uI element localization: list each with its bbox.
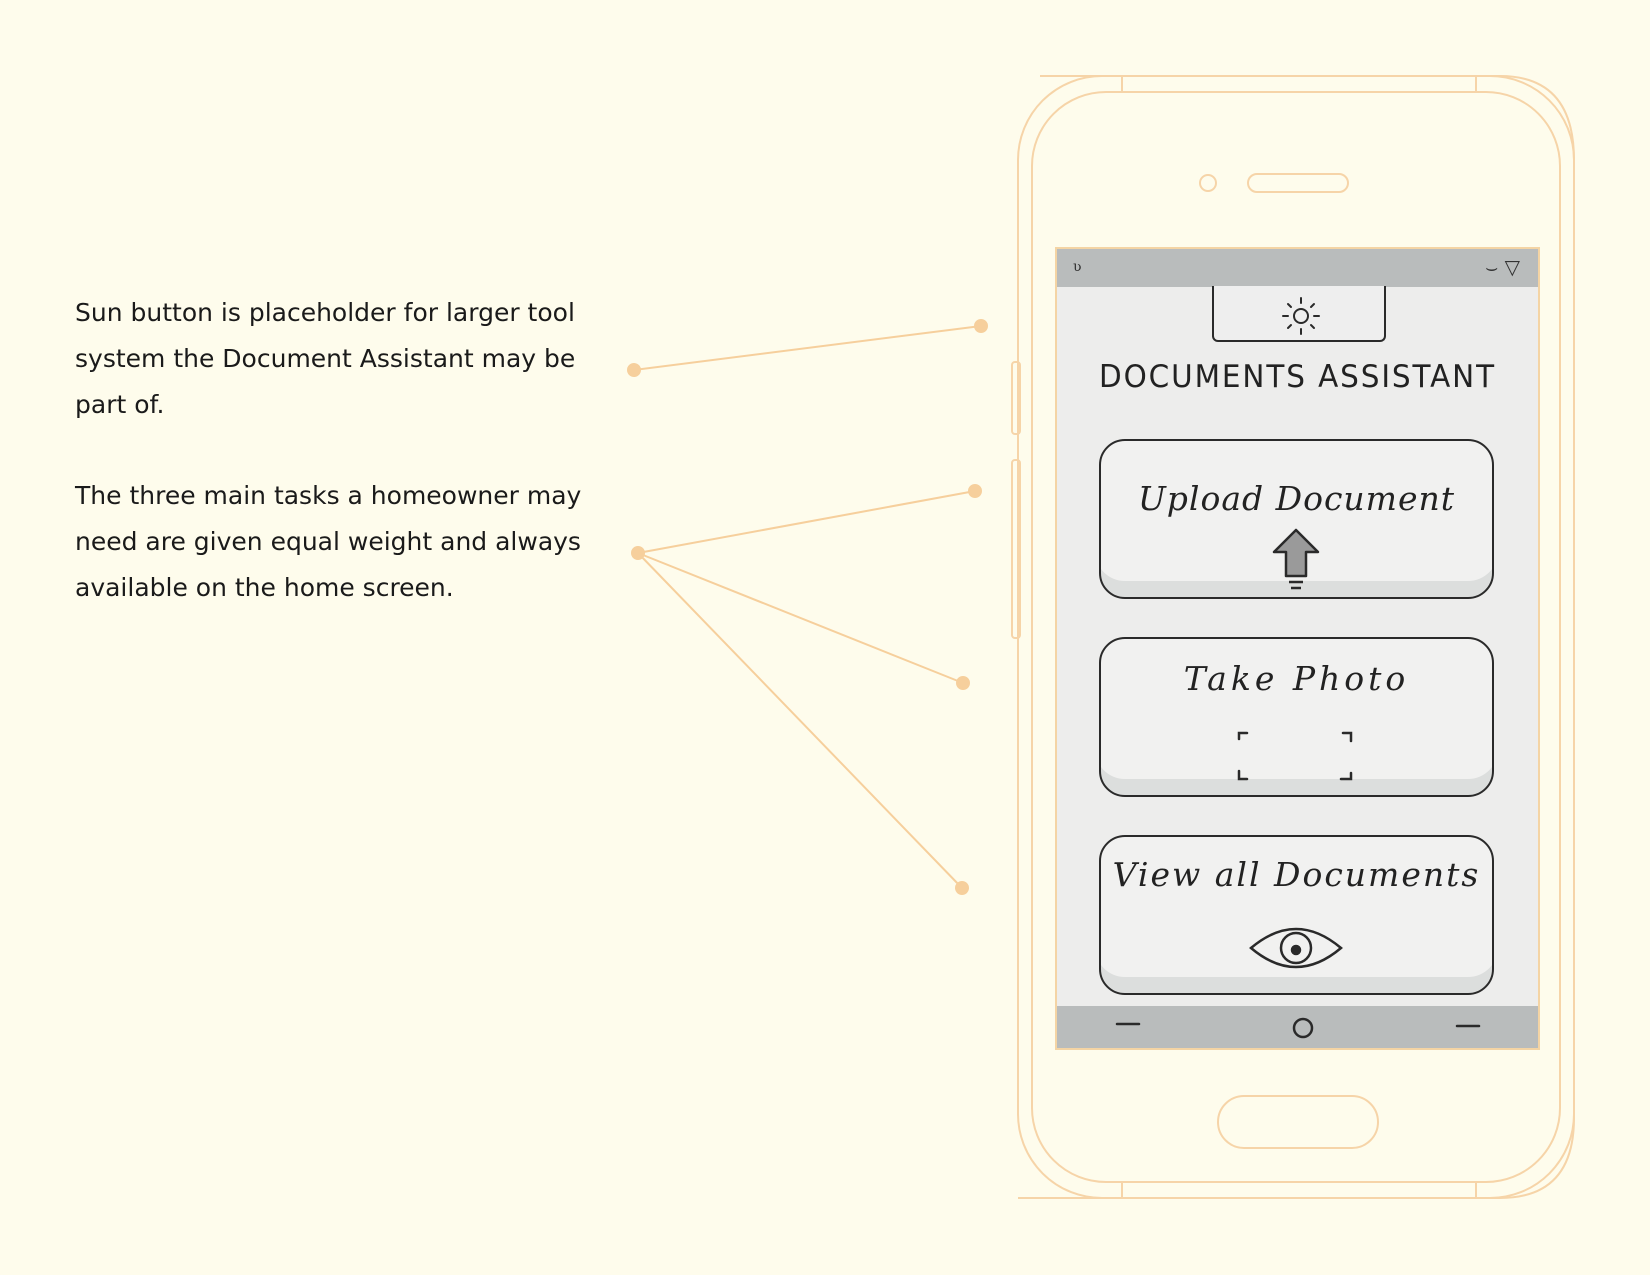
upload-document-label: Upload Document	[1137, 479, 1456, 518]
phone-screen	[1055, 247, 1540, 1050]
take-photo-label: Take Photo	[1183, 659, 1410, 698]
home-icon[interactable]	[1294, 1019, 1312, 1037]
status-left-icon: ʋ	[1073, 259, 1082, 275]
annotation-sun-button: Sun button is placeholder for larger tool system the Document Assistant may be part of.	[75, 298, 576, 419]
status-right-icons: ⌣ ▽	[1485, 255, 1520, 279]
app-title: DOCUMENTS ASSISTANT	[1099, 359, 1496, 395]
annotation-main-tasks: The three main tasks a homeowner may need are given equal weight and always available on the home screen.	[75, 481, 582, 602]
status-bar	[1057, 249, 1538, 287]
navigation-bar	[1057, 1006, 1538, 1048]
eye-icon	[1241, 922, 1351, 982]
camera-viewfinder-icon	[1231, 729, 1361, 789]
view-all-documents-label: View all Documents	[1112, 855, 1481, 894]
upload-arrow-icon	[1256, 526, 1336, 596]
sun-button[interactable]	[1212, 286, 1386, 342]
take-photo-button[interactable]	[1099, 637, 1494, 797]
upload-document-button[interactable]	[1099, 439, 1494, 599]
view-all-documents-button[interactable]	[1099, 835, 1494, 995]
sun-icon	[1271, 294, 1331, 338]
